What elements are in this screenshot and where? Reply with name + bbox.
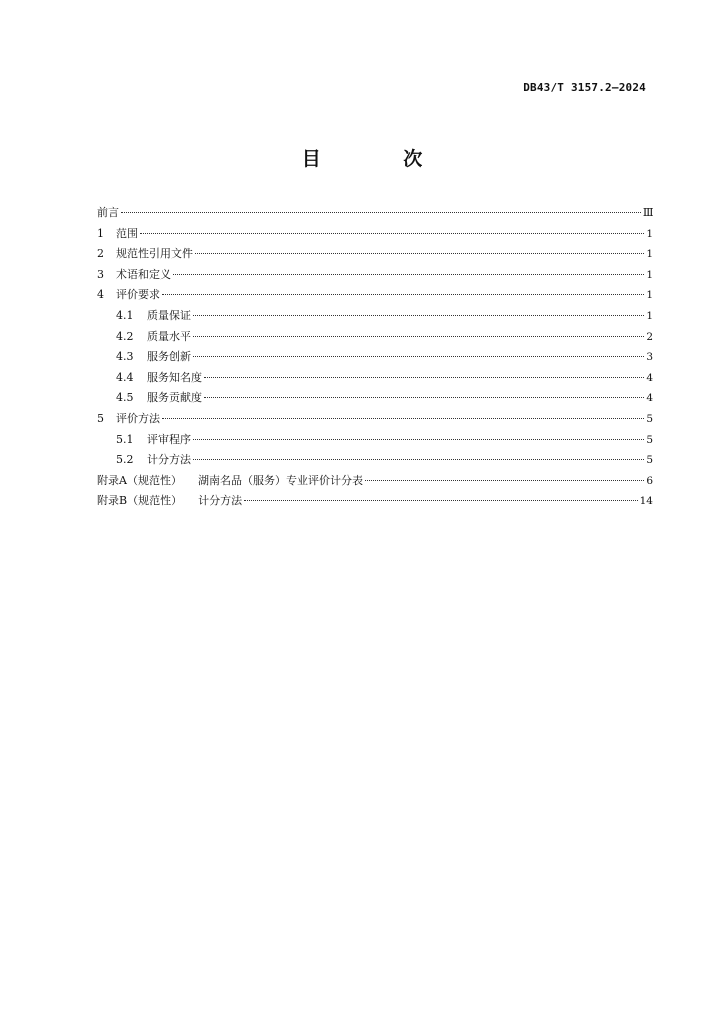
toc-section-number: 4.4 bbox=[116, 370, 134, 384]
toc-entry-review-procedure[interactable] bbox=[97, 431, 653, 452]
toc-page-number: 1 bbox=[646, 248, 653, 261]
document-code: DB43/T 3157.2—2024 bbox=[523, 81, 646, 94]
toc-page-number: 2 bbox=[646, 330, 653, 343]
toc-entry-label: 计分方法 bbox=[147, 453, 191, 467]
toc-dot-leader bbox=[244, 500, 638, 501]
toc-appendix-label: 附录A（规范性） bbox=[97, 473, 182, 487]
toc-dot-leader bbox=[195, 253, 644, 254]
toc-section-number: 5.1 bbox=[116, 432, 134, 446]
table-of-contents bbox=[97, 204, 653, 513]
toc-page-number: 14 bbox=[639, 495, 653, 508]
toc-entry-service-awareness[interactable] bbox=[97, 369, 653, 390]
toc-page-number: Ⅲ bbox=[642, 206, 653, 219]
toc-entry-label: 前言 bbox=[97, 206, 119, 219]
toc-entry-label: 质量保证 bbox=[147, 308, 191, 322]
toc-appendix-label: 附录B（规范性） bbox=[97, 494, 183, 508]
toc-page-number: 5 bbox=[646, 412, 653, 425]
toc-page-number: 5 bbox=[646, 454, 653, 467]
toc-page-number: 6 bbox=[646, 474, 653, 487]
toc-entry-label: 规范性引用文件 bbox=[116, 247, 193, 261]
toc-section-number: 2 bbox=[97, 247, 104, 261]
toc-entry-scoring-method[interactable] bbox=[97, 451, 653, 472]
toc-page-number: 4 bbox=[646, 392, 653, 405]
toc-entry-foreword[interactable] bbox=[97, 204, 653, 225]
toc-section-number: 4.1 bbox=[116, 308, 134, 322]
toc-entry-quality-assurance[interactable] bbox=[97, 307, 653, 328]
toc-entry-appendix-a[interactable] bbox=[97, 472, 653, 493]
toc-title: 目 次 bbox=[301, 148, 461, 170]
toc-entry-label: 服务贡献度 bbox=[147, 391, 202, 405]
toc-dot-leader bbox=[162, 418, 644, 419]
toc-dot-leader bbox=[162, 294, 644, 295]
toc-entry-label: 术语和定义 bbox=[116, 267, 171, 281]
toc-section-number: 5 bbox=[97, 411, 104, 425]
toc-page-number: 4 bbox=[646, 371, 653, 384]
toc-entry-label: 评审程序 bbox=[147, 432, 191, 446]
toc-entry-service-innovation[interactable] bbox=[97, 348, 653, 369]
toc-entry-evaluation-requirements[interactable] bbox=[97, 286, 653, 307]
toc-page-number: 3 bbox=[646, 351, 653, 364]
toc-dot-leader bbox=[204, 397, 644, 398]
toc-appendix-title: 湖南名品（服务）专业评价计分表 bbox=[197, 473, 363, 487]
toc-page-number: 1 bbox=[646, 309, 653, 322]
toc-dot-leader bbox=[140, 233, 644, 234]
toc-section-number: 4.3 bbox=[116, 350, 134, 364]
toc-entry-service-contribution[interactable] bbox=[97, 389, 653, 410]
toc-dot-leader bbox=[193, 439, 644, 440]
toc-section-number: 1 bbox=[97, 226, 104, 240]
toc-section-number: 4 bbox=[97, 288, 104, 302]
toc-entry-scope[interactable] bbox=[97, 225, 653, 246]
toc-dot-leader bbox=[193, 356, 644, 357]
toc-dot-leader bbox=[204, 377, 644, 378]
toc-page-number: 1 bbox=[646, 289, 653, 302]
toc-page-number: 1 bbox=[646, 227, 653, 240]
toc-dot-leader bbox=[173, 274, 644, 275]
toc-page-number: 5 bbox=[646, 433, 653, 446]
toc-dot-leader bbox=[193, 315, 644, 316]
toc-dot-leader bbox=[193, 459, 644, 460]
toc-appendix-title: 计分方法 bbox=[198, 494, 243, 508]
toc-entry-label: 服务知名度 bbox=[147, 370, 202, 384]
toc-entry-label: 服务创新 bbox=[147, 350, 191, 364]
toc-section-number: 5.2 bbox=[116, 453, 134, 467]
toc-entry-appendix-b[interactable] bbox=[97, 492, 653, 513]
toc-dot-leader bbox=[121, 212, 641, 213]
toc-entry-label: 评价方法 bbox=[116, 411, 160, 425]
toc-entry-quality-level[interactable] bbox=[97, 328, 653, 349]
toc-dot-leader bbox=[365, 480, 644, 481]
toc-dot-leader bbox=[193, 336, 644, 337]
toc-entry-label: 范围 bbox=[116, 226, 138, 240]
toc-entry-label: 评价要求 bbox=[116, 288, 160, 302]
toc-entry-normative-references[interactable] bbox=[97, 245, 653, 266]
toc-section-number: 3 bbox=[97, 267, 104, 281]
toc-entry-evaluation-methods[interactable] bbox=[97, 410, 653, 431]
toc-page-number: 1 bbox=[646, 268, 653, 281]
toc-entry-terms-definitions[interactable] bbox=[97, 266, 653, 287]
toc-section-number: 4.5 bbox=[116, 391, 134, 405]
toc-entry-label: 质量水平 bbox=[147, 329, 191, 343]
toc-section-number: 4.2 bbox=[116, 329, 134, 343]
